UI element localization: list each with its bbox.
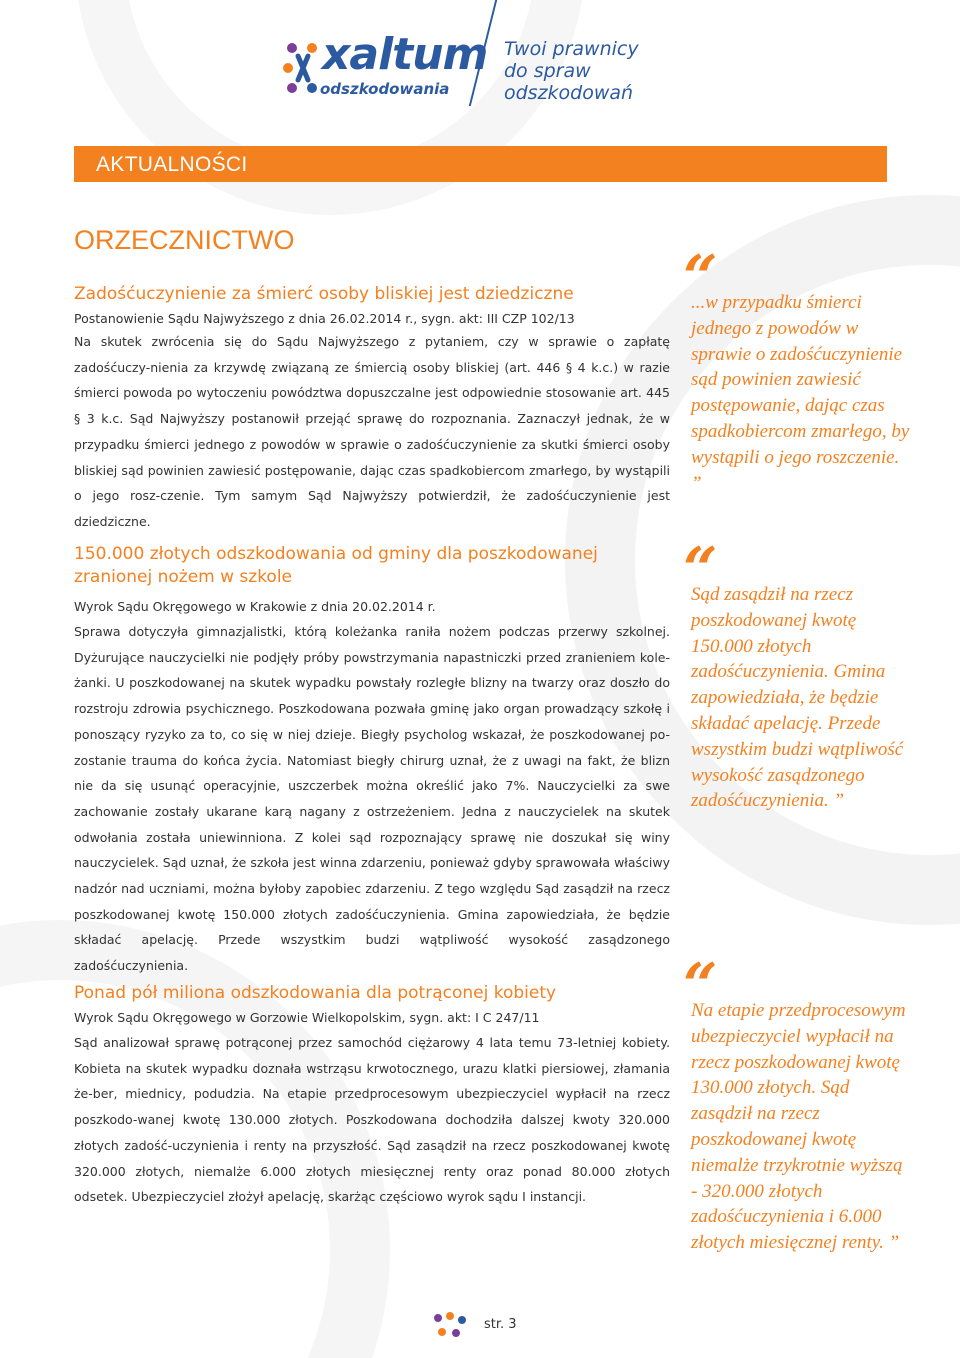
quote-text: Sąd zasądził na rzecz poszkodowanej kwotę 150.000 złotych zadośćuczynienia. Gmina zapowiedziała, że będzie składać apelację. Przede wszystkim budzi wątpliwość wysokość zasądzonego zadośćuczynienia. ” xyxy=(691,584,904,812)
page-title: ORZECZNICTWO xyxy=(74,225,295,255)
quote-text: Na etapie przedprocesowym ubezpieczyciel wypłacił na rzecz poszkodowanej kwotę 130.000 złotych. Sąd zasądził na rzecz poszkodowanej kwotę niemalże trzykrotnie wyższą - 320.000 złotych zadośćuczynienia i 6.000 złotych miesięcznej renty. ” xyxy=(691,1000,906,1254)
article-source: Wyrok Sądu Okręgowego w Gorzowie Wielkopolskim, sygn. akt: I C 247/11 xyxy=(74,1010,540,1025)
pull-quote-3 xyxy=(683,951,913,1256)
tagline-line-2: do spraw odszkodowań xyxy=(504,60,634,104)
logo-subtitle: odszkodowania xyxy=(320,80,450,98)
article-title: 150.000 złotych odszkodowania od gminy dla poszkodowanej zranionej nożem w szkole xyxy=(74,544,598,587)
article-source: Postanowienie Sądu Najwyższego z dnia 26.02.2014 r., sygn. akt: III CZP 102/13 xyxy=(74,311,575,326)
logo-dots-icon xyxy=(432,1312,468,1338)
article-body: Sąd analizował sprawę potrąconej przez samochód ciężarowy 4 lata temu 73-letniej kobiety. Kobieta na skutek wypadku doznała wstrząsu krwotocznego, urazu klatki piersiowej, złamania że-ber, miednicy, podudzia. Na etapie przedprocesowym ubezpieczyciel wypłacił na rzecz poszkodo-wanej kwotę 130.000 złotych. Poszkodowana dochodziła dalszej kwoty 320.000 złotych zadość-uczynienia i renty na przyszłość. Sąd zasądził na rzecz poszkodowanej kwotę 320.000 złotych, niemalże 6.000 złotych miesięcznej renty oraz ponad 80.000 złotych odsetek. Ubezpieczyciel złożył apelację, skarżąc częściowo wyrok sądu I instancji. xyxy=(74,1035,670,1205)
xaltum-logo-icon xyxy=(282,40,322,96)
page-number: str. 3 xyxy=(484,1317,517,1332)
quote-mark-icon: “ xyxy=(683,535,718,605)
article-source: Wyrok Sądu Okręgowego w Krakowie z dnia 20.02.2014 r. xyxy=(74,599,436,614)
tagline xyxy=(504,38,672,104)
quote-text: ...w przypadku śmierci jednego z powodów w sprawie o zadośćuczynienie sąd powinien zawiesić postępowanie, dając czas spadkobiercom zmarłego, by wystąpili o jego roszczenie. ” xyxy=(691,292,910,494)
pull-quote-1 xyxy=(683,243,913,496)
article-body: Sprawa dotyczyła gimnazjalistki, którą koleżanka raniła nożem podczas przerwy szkolnej. Dyżurujące nauczycielki nie podjęły próby powstrzymania napastniczki przed zranieniem kole-żanki. U poszkodowanej na skutek wypadku powstały rozległe blizny na twarzy oraz doszło do rozstroju zdrowia psychicznego. Poszkodowana pozwała gminę jako organ prowadzący szkołę i ponoszący ryzyko za to, co się w niej dzieje. Biegły psycholog wskazał, że poszkodowanej po-zostanie trauma do końca życia. Natomiast biegły chirurg uznał, że z uwagi na fakt, że blizn nie da się usunąć operacyjnie, uszczerbek można określić jako 7%. Nauczycielki za swe zachowanie zostały ukarane karą nagany z ostrzeżeniem. Jedna z nauczycielek na skutek odwołania została uniewinniona. Z kolei sąd rozpoznający sprawę nie doszukał się winy nauczycielek. Sąd uznał, że szkoła jest winna zdarzeniu, ponieważ gdyby sprawowała właściwy nadzór nad uczniami, można byłoby zapobiec zdarzeniu. Z tego względu Sąd zasądził na rzecz poszkodowanej kwotę 150.000 złotych zadośćuczynienia. Gmina zapowiedziała, że będzie składać apelację. Przede wszystkim budzi wątpliwość wysokość zasądzonego zadośćuczynienia. xyxy=(74,624,670,974)
article-title: Zadośćuczynienie za śmierć osoby bliskiej jest dziedziczne xyxy=(74,284,574,304)
article-1 xyxy=(74,283,670,535)
article-body: Na skutek zwrócenia się do Sądu Najwyższego z pytaniem, czy w sprawie o zapłatę zadośćuczy-nienia za krzywdę związaną ze śmiercią osoby bliskiej (art. 446 § 4 k.c.) w razie śmierci powoda po wytoczeniu powództwa dopuszczalne jest odpowiednie stosowanie art. 445 § 3 k.c. Sąd Najwyższy postanowił przejąć sprawę do rozpoznania. Zaznaczył jednak, że w przypadku śmierci jednego z powodów w sprawie o zadośćuczynienie za skutki śmierci osoby bliskiej sąd powinien zawiesić postępowanie, dając czas spadkobiercom zmarłego, by wystąpili o jego rosz-czenie. Tym samym Sąd Najwyższy potwierdził, że zadośćuczynienie jest dziedziczne. xyxy=(74,334,670,529)
quote-mark-icon: “ xyxy=(683,951,718,1021)
article-2 xyxy=(74,543,670,979)
section-band xyxy=(74,146,887,182)
quote-mark-icon: “ xyxy=(683,243,718,313)
pull-quote-2 xyxy=(683,535,913,814)
band-label: AKTUALNOŚCI xyxy=(96,153,248,176)
tagline-line-1: Twoi prawnicy xyxy=(504,38,639,60)
article-3 xyxy=(74,982,670,1210)
logo-wordmark: xaltum xyxy=(322,29,488,80)
page-footer xyxy=(432,1310,542,1340)
article-title: Ponad pół miliona odszkodowania dla potrąconej kobiety xyxy=(74,983,557,1003)
brand-header xyxy=(282,28,672,108)
